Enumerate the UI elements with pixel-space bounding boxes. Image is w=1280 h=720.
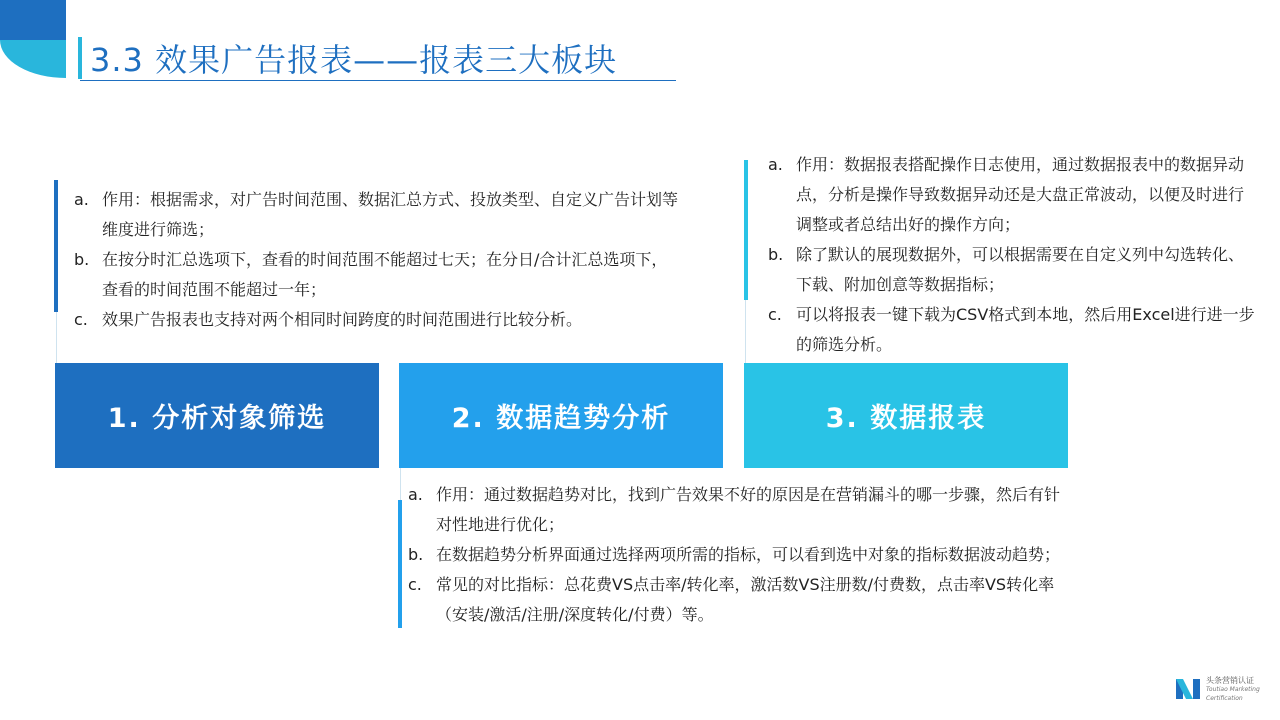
section-box-trend-analysis <box>399 363 723 468</box>
logo-text: 头条营销认证 Toutiao Marketing Certification <box>1206 676 1260 702</box>
block1-text <box>72 185 678 335</box>
block2-text <box>406 480 1066 630</box>
toutiao-logo-icon <box>1174 675 1202 703</box>
title-underline <box>80 80 676 81</box>
section-box-label: 1. 分析对象筛选 <box>107 403 327 434</box>
list-item: a. 作用：数据报表搭配操作日志使用，通过数据报表中的数据异动点，分析是操作导致数据异动还是大盘正常波动，以便及时进行调整或者总结出好的操作方向； <box>768 155 1245 234</box>
corner-decoration-top <box>0 0 66 40</box>
list-item: c. 效果广告报表也支持对两个相同时间跨度的时间范围进行比较分析。 <box>74 310 583 329</box>
section-box-data-report <box>744 363 1068 468</box>
title-accent-bar <box>78 37 82 79</box>
list-item: c. 常见的对比指标：总花费VS点击率/转化率，激活数VS注册数/付费数，点击率VS转化率（安装/激活/注册/深度转化/付费）等。 <box>408 575 1055 624</box>
list-item: c. 可以将报表一键下载为CSV格式到本地，然后用Excel进行进一步的筛选分析。 <box>768 305 1255 354</box>
block3-text <box>766 150 1256 360</box>
list-item: b. 除了默认的展现数据外，可以根据需要在自定义列中勾选转化、下载、附加创意等数据指标； <box>768 245 1245 294</box>
section-box-analysis-filter <box>55 363 379 468</box>
section-box-label: 2. 数据趋势分析 <box>451 403 671 434</box>
list-item: b. 在数据趋势分析界面通过选择两项所需的指标，可以看到选中对象的指标数据波动趋势； <box>408 545 1061 564</box>
block2-accent-bar <box>398 500 402 628</box>
page-title: 3.3 效果广告报表——报表三大板块 <box>90 41 618 79</box>
list-item: a. 作用：根据需求，对广告时间范围、数据汇总方式、投放类型、自定义广告计划等维度进行筛选； <box>74 190 679 239</box>
block3-connector-line <box>745 300 746 364</box>
list-item: b. 在按分时汇总选项下，查看的时间范围不能超过七天；在分日/合计汇总选项下，查看的时间范围不能超过一年； <box>74 250 668 299</box>
block1-accent-bar <box>54 180 58 312</box>
corner-decoration-bottom <box>0 40 66 78</box>
block1-connector-line <box>56 312 57 364</box>
block3-accent-bar <box>744 160 748 300</box>
block2-connector-line <box>400 468 401 500</box>
section-box-label: 3. 数据报表 <box>825 403 987 434</box>
list-item: a. 作用：通过数据趋势对比，找到广告效果不好的原因是在营销漏斗的哪一步骤，然后有针对性地进行优化； <box>408 485 1061 534</box>
